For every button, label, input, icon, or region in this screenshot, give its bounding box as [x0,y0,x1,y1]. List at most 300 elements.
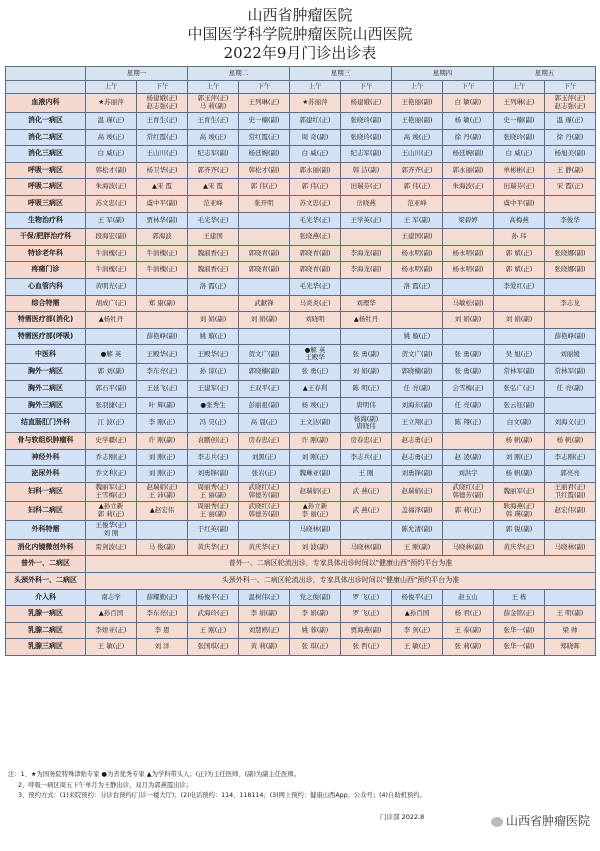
table-row [6,345,596,364]
dept-name: 胸外二病区 [6,380,86,397]
doctor-cell: 冯 昊(正) [188,414,239,433]
doctor-cell: ▲孙百国 [392,606,443,623]
doctor-cell: 张 勇(副) [443,364,494,381]
doctor-cell: 张晓娜(副) [545,262,596,279]
doctor-cell: 赵宏伟(副) [545,501,596,520]
doctor-cell: 王立翔(正) [392,414,443,433]
doctor-cell: 马炎炎(正) [290,295,341,312]
doctor-cell: 张晓燕(正) [290,229,341,246]
doctor-cell: 郭 刘(副) [86,364,137,381]
dept-name: 消化内镜微创外科 [6,539,86,556]
doctor-cell [443,520,494,539]
doctor-cell: 朱海波(正) [86,179,137,196]
doctor-cell: 郭晓青(副) [290,262,341,279]
ampm-header: 上午 [86,81,137,94]
doctor-cell: 雷剑波(正) [86,539,137,556]
doctor-cell: 史一楠(副) [494,113,545,130]
ampm-header: 上午 [290,81,341,94]
doctor-cell: 许 刚(副) [290,433,341,450]
ampm-header: 上午 [494,81,545,94]
doctor-cell: 郭晓青(副) [290,245,341,262]
table-row [6,539,596,556]
dept-name: 消化三病区 [6,146,86,163]
doctor-cell: 李 恩 [137,622,188,639]
note-line: 3、预约方式：(1)来院预约：分诊台预约(门诊一楼大厅)；(2)电话预约：114、118114；(3)网上预约：健康山西App、公众号；(4)自助机预约。 [18,792,426,799]
doctor-cell: 王育生(正) [137,113,188,130]
doctor-cell: 高 晨(正) [239,414,290,433]
doctor-cell: 薛艳峰(副) [545,328,596,345]
doctor-cell: 高 竣(正) [392,129,443,146]
ampm-header: 上午 [188,81,239,94]
doctor-cell: 牛润槐(正) [86,245,137,262]
doctor-cell: 杨 敏(正) [443,113,494,130]
doctor-cell: 唐明伟 [341,397,392,414]
doctor-cell: 王育生(正) [188,113,239,130]
doctor-cell: 胡成广(正) [86,295,137,312]
doctor-cell: 李 娟(副) [239,606,290,623]
doctor-cell: 郭玉萍(正) 赵志强(正) [545,94,596,113]
doctor-cell: 王列琳(正) [239,94,290,113]
doctor-cell: 王 敏(正) [392,639,443,656]
doctor-cell: 田瑞芬(正) [341,179,392,196]
ampm-header: 下午 [239,81,290,94]
doctor-cell: 纪志军(副) [341,146,392,163]
table-row [6,556,596,573]
doctor-cell: 王 刚(副) [392,539,443,556]
doctor-cell: 党之俊(副) [290,589,341,606]
doctor-cell: 王 军(副) [86,212,137,229]
doctor-cell: 周 奇(副) [290,129,341,146]
ampm-header: 下午 [545,81,596,94]
title-block [0,0,600,63]
doctor-cell: 任 亮(副) [392,380,443,397]
doctor-cell: 魏丽军(正) [494,482,545,501]
doctor-cell: 白 敏(副) [443,94,494,113]
dept-name: 乳腺二病区 [6,622,86,639]
doctor-cell: 黄庆华(正) [494,539,545,556]
dept-name: 乳腺一病区 [6,606,86,623]
doctor-cell: 段海宏(副) [86,229,137,246]
title-line1: 山西省肿瘤医院 [247,6,353,24]
doctor-cell: 毛光华(正) [290,212,341,229]
doctor-cell: 张弘广(正) [494,380,545,397]
table-row [6,589,596,606]
doctor-cell [239,278,290,295]
doctor-cell: 张华一(副) [494,639,545,656]
doctor-cell: 姚 蓉(副) [290,622,341,639]
dept-name: 消化一病区 [6,113,86,130]
doctor-cell: 房春忠(正) [341,433,392,450]
doctor-cell: 常林军(副) [494,364,545,381]
table-row [6,606,596,623]
dept-name: 呼吸二病区 [6,179,86,196]
doctor-cell: 马敏松(副) [443,295,494,312]
doctor-cell: 马 俊(副) [137,539,188,556]
table-row [6,397,596,414]
doctor-cell [341,520,392,539]
doctor-cell: 马晓林(副) [290,520,341,539]
doctor-cell: 杨建娥(正) [341,94,392,113]
doctor-cell: 杨 竣(正) [290,397,341,414]
doctor-cell [341,328,392,345]
doctor-cell: 高 竣(正) [86,129,137,146]
table-row [6,639,596,656]
doctor-cell: 郭亮亮 [545,466,596,483]
doctor-cell: 李东亮(正) [137,364,188,381]
doctor-cell: 王双平(正) [239,380,290,397]
doctor-cell: 单彬彬(正) [494,162,545,179]
doctor-cell: ▲杨牡丹 [341,312,392,329]
doctor-cell: 赵志勇(正) [392,433,443,450]
dept-name: 妇科二病区 [6,501,86,520]
dept-name: 妇科一病区 [6,482,86,501]
doctor-cell: 房春忠(正) [239,433,290,450]
doctor-cell: 徐 丹(副) [545,129,596,146]
doctor-cell: 刘丽媛 [545,345,596,364]
doctor-cell: ●张秀生 [188,397,239,414]
dept-name: 呼吸三病区 [6,195,86,212]
doctor-cell: 王殿华(正) [188,345,239,364]
doctor-cell: 杨 帆(副) [494,466,545,483]
doctor-cell [545,195,596,212]
doctor-cell: 罗 飞(正) [341,606,392,623]
doctor-cell: 王延飞(正) [137,380,188,397]
doctor-cell: 陈 翔(正) [443,414,494,433]
doctor-cell: 郭晓青(副) [239,245,290,262]
doctor-cell: ★苏丽萍 [86,94,137,113]
doctor-cell: 黄庆华(正) [188,539,239,556]
doctor-cell: ▲王春利 [290,380,341,397]
doctor-cell: 李娇亚(正) [86,622,137,639]
doctor-cell: 范亚峰 [188,195,239,212]
doctor-cell: 王丽君(正) 卫红霞(副) [545,482,596,501]
doctor-cell: 刘勇锋(副) [392,466,443,483]
doctor-cell: 叶 辉(副) [137,397,188,414]
doctor-cell: 李 娟(副) [290,606,341,623]
dept-name: 消化二病区 [6,129,86,146]
doctor-cell: 张 莉(副) [443,639,494,656]
table-row [6,229,596,246]
doctor-cell: 会雪梅(正) [443,380,494,397]
doctor-cell: 赵玉山 [443,589,494,606]
dept-name: 神经外科 [6,449,86,466]
doctor-cell: 武海玲(正) [188,606,239,623]
doctor-cell: 吴 旭(正) [494,345,545,364]
doctor-cell [239,212,290,229]
doctor-cell: 张晓玲(副) [341,113,392,130]
doctor-cell: 杨 帆(副) [494,433,545,450]
dept-name: 生物治疗科 [6,212,86,229]
doctor-cell: 李志兵(正) [341,449,392,466]
doctor-cell: 王山川(正) [137,146,188,163]
doctor-cell: 刘洪宇 [443,466,494,483]
doctor-cell: 温 瑾(正) [86,113,137,130]
doctor-cell: 田瑞芬(正) [494,179,545,196]
doctor-cell: ▲宋 霞 [137,179,188,196]
doctor-cell: 杨 君(正) [443,606,494,623]
dept-name: 骨与软组织肿瘤科 [6,433,86,450]
doctor-cell: 张羽捷(正) [86,397,137,414]
watermark-text: 山西省肿瘤医院 [505,814,590,828]
doctor-cell: 彭丽祖(副) [239,397,290,414]
doctor-cell [545,520,596,539]
doctor-cell: 张晓玲(副) [494,129,545,146]
ampm-header: 上午 [392,81,443,94]
dept-name: 普外一、二病区 [6,556,86,573]
doctor-cell [545,589,596,606]
wechat-icon [491,817,503,827]
doctor-cell: 张岩(正) [239,466,290,483]
doctor-cell: 郭 斌(正) [494,262,545,279]
table-row [6,501,596,520]
doctor-cell: 魏丽军(正) 王雪梅(正) [86,482,137,501]
doctor-cell: 虞中平(副) [137,195,188,212]
dept-name: 特需医疗部(呼吸) [6,328,86,345]
doctor-cell: 郑 康(副) [137,295,188,312]
doctor-cell: 毛光华(正) [290,278,341,295]
doctor-cell: 杨永明(副) [392,245,443,262]
doctor-cell: 高 竣(正) [188,129,239,146]
doctor-cell: 郭 莉(正) [443,501,494,520]
doctor-cell: 耿海燕(正) 韩 瑛(副) [494,501,545,520]
doctor-cell: 李志兵(正) [188,449,239,466]
doctor-cell: 武 燕(正) [341,482,392,501]
doctor-cell: 刘海东(副) [392,397,443,414]
doctor-cell [545,312,596,329]
doctor-cell [137,520,188,539]
doctor-cell: 武 燕(正) [341,501,392,520]
doctor-cell: 李爱红(正) [494,278,545,295]
dept-name: 综合特需 [6,295,86,312]
dept-name: 泌尿外科 [6,466,86,483]
doctor-cell: 王建国(副) [392,229,443,246]
doctor-cell: 范亚峰 [392,195,443,212]
table-row [6,262,596,279]
doctor-cell: 郭 锐(副) [494,520,545,539]
doctor-cell [341,229,392,246]
doctor-cell [86,328,137,345]
doctor-cell: 白文(副) [494,414,545,433]
doctor-cell: 王列琳(正) [494,94,545,113]
doctor-cell: 刘 刚(正) [137,449,188,466]
doctor-cell: 郭永丽(副) [290,162,341,179]
doctor-cell: 郭 伟(正) [290,179,341,196]
doctor-cell: 杨俊平(正) [188,589,239,606]
doctor-cell: 常林军(副) [545,364,596,381]
doctor-cell: 黄明光(正) [86,278,137,295]
doctor-cell: 乔志刚(正) [86,449,137,466]
header-corner [6,81,86,94]
doctor-cell: 魏淑香(正) [188,262,239,279]
doctor-cell: 许 刚(副) [137,433,188,450]
doctor-cell [443,229,494,246]
doctor-cell [443,328,494,345]
doctor-cell: 刘 娟(副) [239,312,290,329]
doctor-cell: 郭晓楠(副) [239,364,290,381]
doctor-cell: 周丽秀(正) 王 丽(副) [188,482,239,501]
doctor-cell: 王殿华(正) [137,345,188,364]
doctor-cell: 武晓红(正) 韩德芳(副) [239,482,290,501]
doctor-cell [137,278,188,295]
doctor-cell [392,295,443,312]
table-row [6,380,596,397]
doctor-cell: 王 刚 [341,466,392,483]
dept-name: 介入科 [6,589,86,606]
doctor-cell: 刘晓明 [290,312,341,329]
doctor-cell: 贺文广(副) [392,345,443,364]
table-row [6,312,596,329]
doctor-cell: 史学疆(正) [86,433,137,450]
title-line3: 2022年9月门诊出诊表 [223,44,377,62]
doctor-cell: 高梅燕 [494,212,545,229]
doctor-cell: 李 剑(正) [392,622,443,639]
doctor-cell: 陈 明(正) [341,380,392,397]
doctor-cell [545,229,596,246]
note-line: 注：1、★为国务院特殊津贴专家 ●为省优秀专家 ▲为学科带头人；(正)为主任医师、(副)为副主任医师。 [8,771,300,778]
doctor-cell: ▲赵宏伟 [137,501,188,520]
doctor-cell: 梁碧婷 [443,212,494,229]
table-row [6,113,596,130]
doctor-cell: 张开明 [239,195,290,212]
doctor-cell: 魏琳亚(副) [290,466,341,483]
doctor-cell: 薛金铭(正) [494,606,545,623]
doctor-cell: 韩松才(副) [86,162,137,179]
doctor-cell: 贾林华(副) [137,212,188,229]
doctor-cell: 郑晓晖 [545,639,596,656]
doctor-cell: 赵瑞娟(正) 王 沛(副) [137,482,188,501]
doctor-cell: 张晓娜(副) [545,245,596,262]
doctor-cell: 韩 洁(副) [341,162,392,179]
doctor-cell: 姚 璇(正) [392,328,443,345]
doctor-cell [545,278,596,295]
doctor-cell: 任 亮(副) [443,397,494,414]
doctor-cell: 郭海波 [137,229,188,246]
day-header: 星期一 [86,67,188,81]
doctor-cell: 刘 娟(副) [188,312,239,329]
doctor-cell: 孙 玮 [494,229,545,246]
doctor-cell: 王俊华(正) 刘 刚 [86,520,137,539]
day-header: 星期三 [290,67,392,81]
doctor-cell: 刘 娟(副) [341,364,392,381]
doctor-cell: 刘理华 [341,295,392,312]
doctor-cell: 杨廷婉(副) [443,146,494,163]
doctor-cell: 武献锋 [239,295,290,312]
doctor-cell: 宋 霞(正) [545,179,596,196]
doctor-cell: 王山川(正) [392,146,443,163]
doctor-cell: 盖福泽(副) [392,501,443,520]
doctor-cell: ●解 英 王殿华 [290,345,341,364]
doctor-cell [137,312,188,329]
doctor-cell: 任 亮(副) [545,380,596,397]
doctor-cell: 郭齐齐(正) [188,162,239,179]
dept-name: 特需医疗部(消化) [6,312,86,329]
dept-name: 中医科 [6,345,86,364]
doctor-cell: 郭玉萍(正) 马 莉(副) [188,94,239,113]
doctor-cell: 薛耀勤(正) [137,589,188,606]
doctor-cell: 杨廷婉(副) [239,146,290,163]
doctor-cell: 刘黑(正) [239,449,290,466]
doctor-cell: 张 勇(副) [341,345,392,364]
doctor-cell: 张 哲(正) [341,639,392,656]
doctor-cell: 刘 波(副) [290,539,341,556]
doctor-cell [443,195,494,212]
doctor-cell: 张 勇(正) [290,364,341,381]
table-row [6,245,596,262]
doctor-cell: 王 静(副) [545,162,596,179]
doctor-cell: ▲杨牡丹 [86,312,137,329]
doctor-cell: 王 栋 [494,589,545,606]
doctor-cell: 刘 洋 [137,639,188,656]
doctor-cell: 赵瑞娟(正) [290,482,341,501]
doctor-cell: 姚 璇(正) [188,328,239,345]
schedule-table [5,66,596,656]
doctor-cell: 周丽秀(正) 王 丽(副) [188,501,239,520]
doctor-cell: 王学英(正) [341,212,392,229]
doctor-cell: 刘慧鸥(正) [239,622,290,639]
doctor-cell: 赵瑞娟(正) [392,482,443,501]
doctor-cell: ▲孙立新 李 丽(正) [290,501,341,520]
day-header: 星期二 [188,67,290,81]
doctor-cell: 苏文忠(正) [290,195,341,212]
dept-name: 呼吸一病区 [6,162,86,179]
signature: 门诊部 2022.8 [380,813,425,821]
doctor-cell: 白 威(正) [290,146,341,163]
table-row [6,573,596,590]
doctor-cell: 王艳丽(副) [392,113,443,130]
doctor-cell: ▲宋 霞 [188,179,239,196]
doctor-cell: 李东亮(正) [137,606,188,623]
doctor-cell: 陈允清(副) [392,520,443,539]
doctor-cell: 郭永丽(副) [443,162,494,179]
table-row [6,179,596,196]
dept-name: 血液内科 [6,94,86,113]
doctor-cell: 李志龙 [545,295,596,312]
doctor-cell: 贾海燕(副) [341,622,392,639]
dept-name: 头颈外科一、二病区 [6,573,86,590]
doctor-cell: 武晓红(正) 韩德芳(副) [239,501,290,520]
doctor-cell: 史一楠(副) [239,113,290,130]
doctor-cell: 王艳丽(副) [392,94,443,113]
table-row [6,94,596,113]
doctor-cell: 赵 凌(副) [443,449,494,466]
doctor-cell: 黄 莉(副) [239,639,290,656]
ampm-header: 下午 [341,81,392,94]
doctor-cell: 刘 娟(副) [494,312,545,329]
doctor-cell: 郭建红(正) [290,113,341,130]
doctor-cell: 李志刚(正) [545,449,596,466]
doctor-cell: 郭晓楠(副) [392,364,443,381]
doctor-cell: 贺文广(副) [239,345,290,364]
doctor-cell: 于红英(副) [188,520,239,539]
doctor-cell: 苏文忠(正) [86,195,137,212]
doctor-cell: 朱海波(正) [443,179,494,196]
doctor-cell: 王 军(副) [392,212,443,229]
doctor-cell: 纪志军(副) [188,146,239,163]
doctor-cell: 李海龙(副) [341,245,392,262]
doctor-cell: ▲孙立新 郭 莉(正) [86,501,137,520]
span-note: 普外一、二病区轮流出诊，专家具体出诊时间以"健康山西"预约平台为准 [86,556,596,573]
doctor-cell: 杨海(副) 唐晓伟 [341,414,392,433]
doctor-cell: 刘 刚(正) [137,466,188,483]
doctor-cell: 白 威(正) [494,146,545,163]
doctor-cell: 韩松才(副) [239,162,290,179]
table-row [6,449,596,466]
doctor-cell: 郭 斌(正) [494,245,545,262]
doctor-cell: 袁鹏创(正) [188,433,239,450]
doctor-cell [494,295,545,312]
doctor-cell: 薛艳峰(副) [137,328,188,345]
doctor-cell: 杨旭美(副) [545,146,596,163]
